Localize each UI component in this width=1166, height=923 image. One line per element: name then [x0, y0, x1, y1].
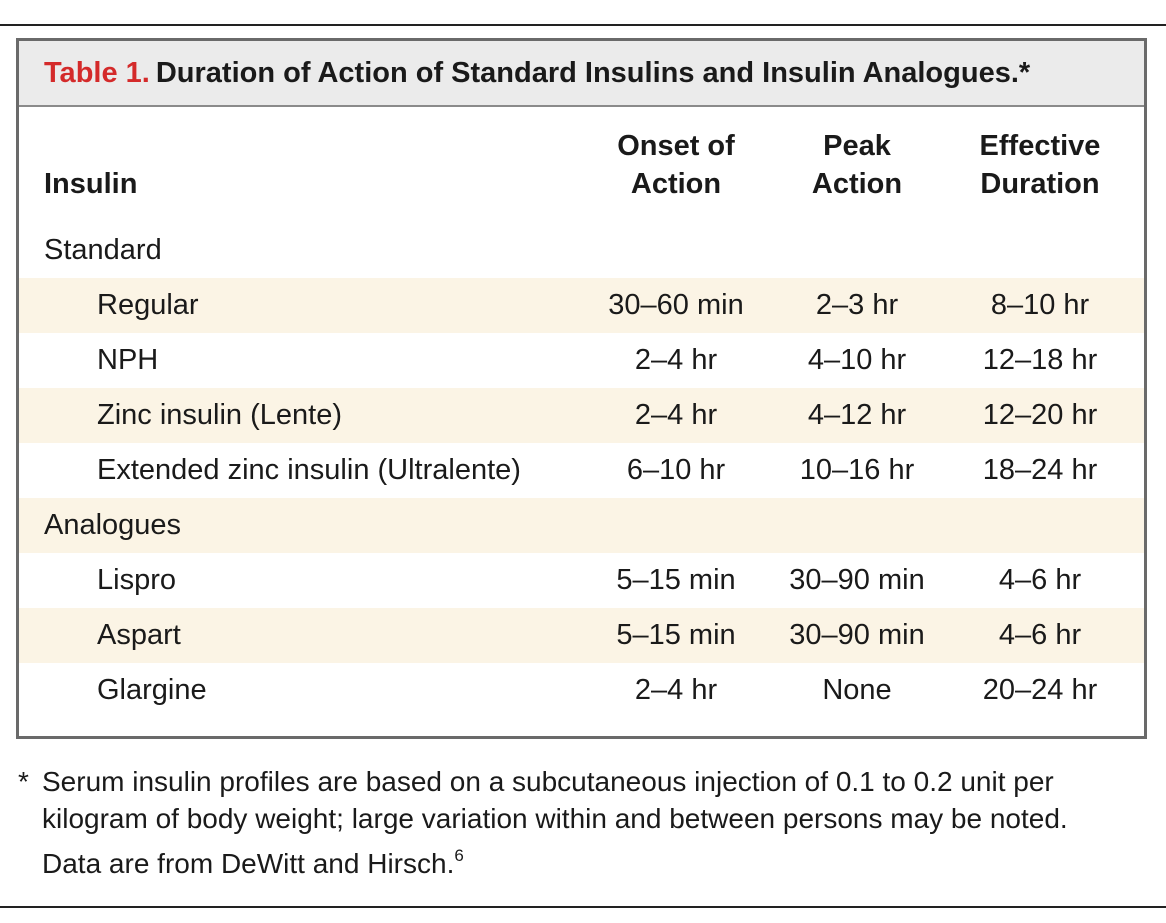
- cell-onset: 30–60 min: [608, 289, 744, 321]
- table-row: [19, 553, 1144, 608]
- header-insulin-label: Insulin: [44, 168, 138, 200]
- table-title: Duration of Action of Standard Insulins and Insulin Analogues.*: [155, 57, 1031, 89]
- footnote: [18, 763, 1128, 882]
- table-row: [19, 388, 1144, 443]
- table-label: Table 1.: [44, 57, 150, 89]
- table-frame: [16, 38, 1147, 739]
- header-onset: [576, 127, 776, 203]
- header-peak-line1: Peak: [823, 130, 891, 162]
- footnote-text: Serum insulin profiles are based on a subcutaneous injection of 0.1 to 0.2 unit per kilogram of body weight; large variation within and between persons may be noted. Data are from DeWitt and Hirsch.: [42, 766, 1068, 879]
- table-caption-bar: [19, 41, 1144, 107]
- cell-duration: 4–6 hr: [998, 619, 1082, 651]
- cell-peak: None: [822, 674, 892, 706]
- table-caption: [44, 57, 1030, 90]
- cell-insulin: Glargine: [97, 674, 207, 706]
- cell-peak: 10–16 hr: [799, 454, 915, 486]
- cell-peak: 4–12 hr: [807, 399, 907, 431]
- cell-insulin: Extended zinc insulin (Ultralente): [97, 454, 521, 486]
- cell-insulin: Aspart: [97, 619, 181, 651]
- header-duration-line2: Duration: [980, 168, 1100, 200]
- cell-duration: 4–6 hr: [998, 564, 1082, 596]
- footnote-text-block: [42, 763, 1128, 882]
- cell-peak: 30–90 min: [789, 564, 925, 596]
- table-row: [19, 278, 1144, 333]
- table-row: [19, 608, 1144, 663]
- section-standard: Standard: [44, 234, 162, 266]
- header-onset-line2: Action: [630, 168, 722, 200]
- cell-peak: 2–3 hr: [815, 289, 899, 321]
- cell-peak: 30–90 min: [789, 619, 925, 651]
- footnote-reference: 6: [454, 846, 464, 865]
- cell-onset: 2–4 hr: [634, 399, 718, 431]
- cell-insulin: Regular: [97, 289, 199, 321]
- header-peak: [757, 127, 957, 203]
- table-row: [19, 443, 1144, 498]
- cell-duration: 12–18 hr: [982, 344, 1098, 376]
- header-duration-line1: Effective: [979, 130, 1101, 162]
- cell-onset: 2–4 hr: [634, 344, 718, 376]
- table-row: [19, 663, 1144, 718]
- footnote-mark: *: [18, 766, 29, 797]
- cell-onset: 2–4 hr: [634, 674, 718, 706]
- top-rule: [0, 24, 1166, 26]
- cell-insulin: Lispro: [97, 564, 176, 596]
- cell-peak: 4–10 hr: [807, 344, 907, 376]
- cell-onset: 5–15 min: [616, 564, 736, 596]
- cell-onset: 6–10 hr: [626, 454, 726, 486]
- cell-duration: 12–20 hr: [982, 399, 1098, 431]
- cell-duration: 20–24 hr: [982, 674, 1098, 706]
- header-peak-line2: Action: [811, 168, 903, 200]
- section-analogues: Analogues: [44, 509, 182, 541]
- cell-duration: 18–24 hr: [982, 454, 1098, 486]
- cell-insulin: Zinc insulin (Lente): [97, 399, 342, 431]
- cell-onset: 5–15 min: [616, 619, 736, 651]
- cell-duration: 8–10 hr: [990, 289, 1090, 321]
- cell-insulin: NPH: [97, 344, 159, 376]
- bottom-rule: [0, 906, 1166, 908]
- section-row-analogues: [19, 498, 1144, 553]
- header-onset-line1: Onset of: [617, 130, 735, 162]
- table-row: [19, 333, 1144, 388]
- header-duration: [940, 127, 1140, 203]
- header-insulin: [44, 165, 137, 203]
